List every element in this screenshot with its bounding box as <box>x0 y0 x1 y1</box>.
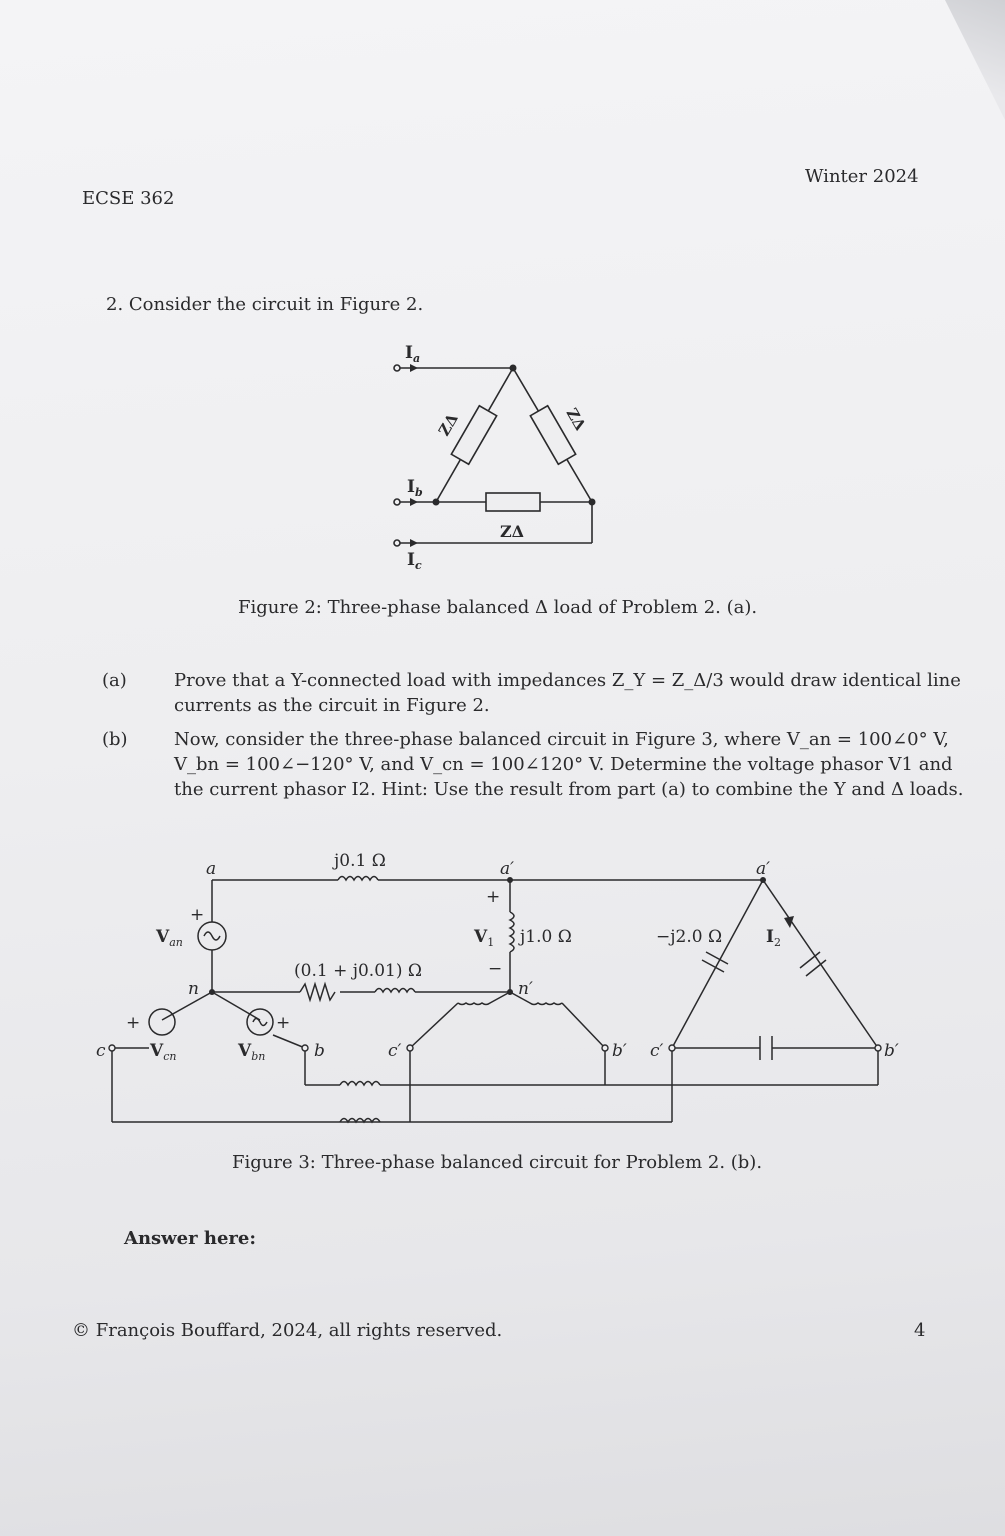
line-inductor-a <box>338 877 378 881</box>
label-Vcn-sub: cn <box>163 1050 177 1063</box>
label-Ia: I <box>405 343 413 363</box>
part-b-label: (b) <box>102 729 128 750</box>
Vbn-plus-sign: + <box>276 1013 291 1033</box>
label-node-b-prime-right: b′ <box>884 1041 899 1061</box>
label-cap-reactance: −j2.0 Ω <box>656 927 723 947</box>
Van-plus-sign: + <box>190 905 205 925</box>
course-code: ECSE 362 <box>82 188 175 209</box>
label-z-left: ZΔ <box>434 410 462 439</box>
neutral-resistor <box>300 984 335 1000</box>
label-node-a-prime-mid: a′ <box>500 859 514 879</box>
label-node-a: a <box>206 859 217 879</box>
figure-3-caption: Figure 3: Three-phase balanced circuit for Problem 2. (b). <box>232 1152 763 1173</box>
svg-text:Van <box>155 927 183 949</box>
svg-text:Vcn <box>149 1041 176 1063</box>
label-Vbn-sub: bn <box>251 1050 266 1063</box>
label-V1-sub: 1 <box>487 936 495 949</box>
answer-label: Answer here: <box>124 1228 257 1249</box>
source-Vcn <box>149 1009 175 1035</box>
copyright-footer: © François Bouffard, 2024, all rights reserved. <box>72 1320 503 1341</box>
label-node-n-prime: n′ <box>518 979 533 999</box>
label-z-right: ZΔ <box>562 405 590 434</box>
label-node-b: b <box>314 1041 325 1061</box>
load-inductor-c <box>410 992 510 1048</box>
label-node-a-prime-right: a′ <box>756 859 770 879</box>
question-intro: 2. Consider the circuit in Figure 2. <box>106 294 424 315</box>
label-Ib-sub: b <box>414 486 423 499</box>
label-Ia-sub: a <box>412 352 421 365</box>
label-node-c: c <box>96 1041 106 1061</box>
label-line-reactance: j0.1 Ω <box>334 851 386 871</box>
label-node-n: n <box>188 979 199 999</box>
line-inductor-b <box>340 1082 380 1086</box>
label-Ic: I <box>407 550 415 570</box>
part-b-text: Now, consider the three-phase balanced circuit in Figure 3, where V_an = 100∠0° V, V_bn = 100∠−120° V, and V_cn = 100∠120° V. Determine the voltage phasor V1 and the current phasor I2. Hint: Use the result from part (a) to combine the Y and Δ loads. <box>174 729 964 800</box>
part-a-label: (a) <box>102 670 127 691</box>
label-Vcn: V <box>150 1041 164 1061</box>
label-Ic-sub: c <box>414 559 422 572</box>
label-z-bottom: ZΔ <box>500 522 525 541</box>
svg-text:I2 <box>766 927 781 949</box>
term-label: Winter 2024 <box>805 166 919 187</box>
svg-text:V1 <box>473 927 494 949</box>
label-Ib: I <box>407 477 415 497</box>
svg-text:Vbn <box>237 1041 265 1063</box>
V1-minus-sign: − <box>488 959 503 979</box>
label-node-c-prime-mid: c′ <box>388 1041 402 1061</box>
label-node-b-prime-mid: b′ <box>612 1041 627 1061</box>
load-inductor-b <box>510 992 605 1048</box>
label-I2-sub: 2 <box>773 936 781 949</box>
page-number: 4 <box>914 1320 926 1341</box>
part-a-text: Prove that a Y-connected load with impedances Z_Y = Z_Δ/3 would draw identical line currents as the circuit in Figure 2. <box>174 670 961 716</box>
label-Van: V <box>156 927 170 947</box>
label-V1: V <box>474 927 488 947</box>
label-Van-sub: an <box>169 936 183 949</box>
label-neutral-impedance: (0.1 + j0.01) Ω <box>294 961 422 981</box>
neutral-inductor <box>375 989 415 993</box>
V1-plus-sign: + <box>486 887 501 907</box>
figure-2-caption: Figure 2: Three-phase balanced Δ load of Problem 2. (a). <box>238 597 758 618</box>
label-Vbn: V <box>238 1041 252 1061</box>
label-node-c-prime-right: c′ <box>650 1041 664 1061</box>
load-inductor-a <box>510 912 514 952</box>
label-I2: I <box>766 927 774 947</box>
label-load-reactance: j1.0 Ω <box>520 927 572 947</box>
Vcn-plus-sign: + <box>126 1013 141 1033</box>
